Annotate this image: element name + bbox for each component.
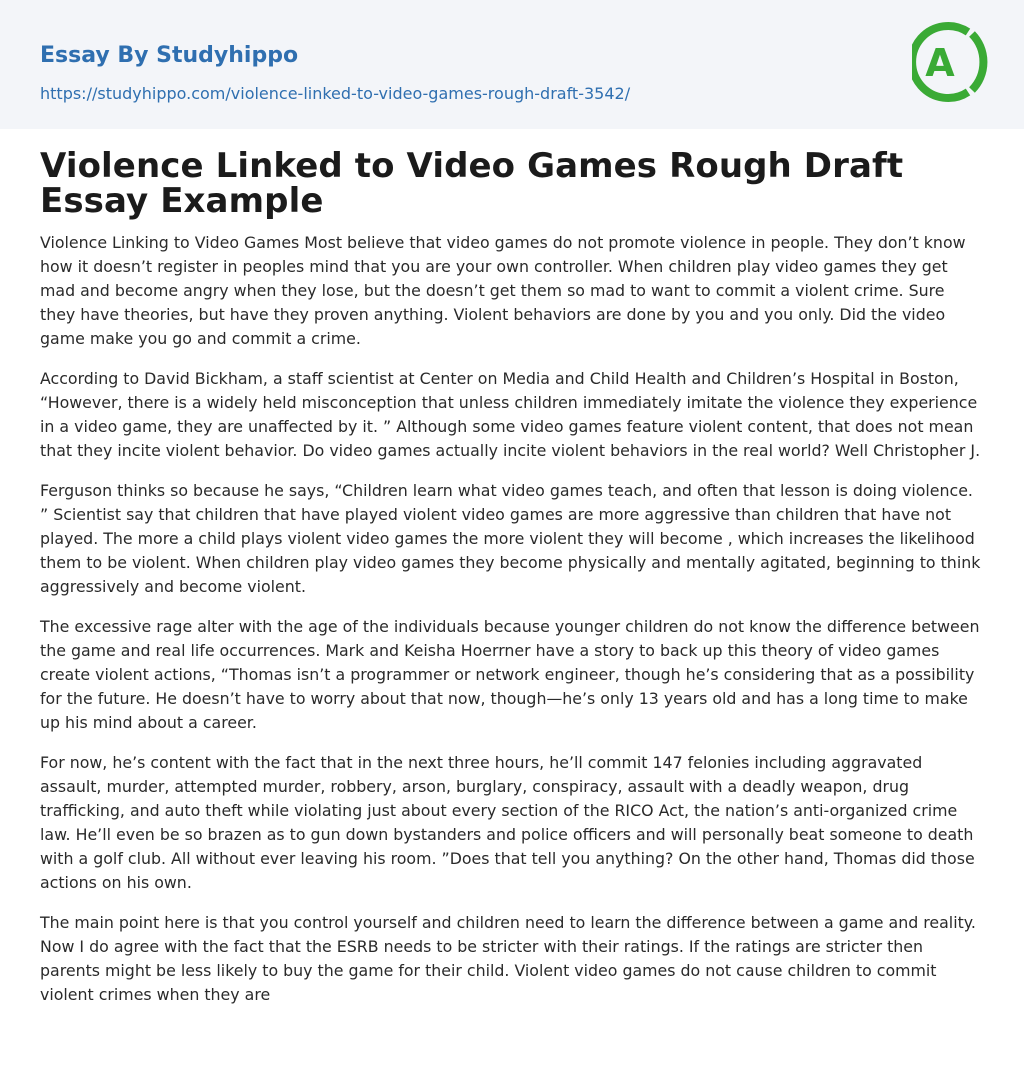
essay-title: Violence Linked to Video Games Rough Draft Essay Example bbox=[40, 146, 904, 221]
essay-paragraph: For now, he’s content with the fact that in the next three hours, he’ll commit 147 felonies including aggravated assault, murder, attempted murder, robbery, arson, burglary, conspiracy, assault with a deadly weapon, drug trafficking, and auto theft while violating just about every section of the RICO Act, the nation’s anti-organized crime law. He’ll even be so brazen as to gun down bystanders and police officers and will personally beat someone to death with a golf club. All without ever leaving his room. ”Does that tell you anything? On the other hand, Thomas did those actions on his own. bbox=[40, 753, 975, 892]
logo-letter: A bbox=[925, 41, 955, 85]
essay-paragraph: Ferguson thinks so because he says, “Children learn what video games teach, and often that lesson is doing violence. ” Scientist say that children that have played violent video games are more aggressive than children that have not played. The more a child plays violent video games the more violent they will become , which increases the likelihood them to be violent. When children play video games they become physically and mentally agitated, beginning to think aggressively and become violent. bbox=[40, 481, 981, 596]
studyhippo-logo-icon[interactable] bbox=[912, 18, 988, 106]
essay-paragraph: The main point here is that you control yourself and children need to learn the difference between a game and reality. Now I do agree with the fact that the ESRB needs to be stricter with their ratings. If the ratings are stricter then parents might be less likely to buy the game for their child. Violent video games do not cause children to commit violent crimes when they are bbox=[40, 913, 976, 1004]
essay-paragraph: Violence Linking to Video Games Most believe that video games do not promote violence in people. They don’t know how it doesn’t register in peoples mind that you are your own controller. When children play video games they get mad and become angry when they lose, but the doesn’t get them so mad to want to commit a violent crime. Sure they have theories, but have they proven anything. Violent behaviors are done by you and you only. Did the video game make you go and commit a crime. bbox=[40, 233, 966, 348]
essay-content bbox=[0, 146, 1024, 1007]
site-header bbox=[0, 0, 1024, 129]
brand-title[interactable]: Essay By Studyhippo bbox=[40, 43, 299, 68]
source-url-link[interactable]: https://studyhippo.com/violence-linked-to-video-games-rough-draft-3542/ bbox=[40, 84, 631, 103]
essay-paragraph: According to David Bickham, a staff scientist at Center on Media and Child Health and Children’s Hospital in Boston, “However, there is a widely held misconception that unless children immediately imitate the violence they experience in a video game, they are unaffected by it. ” Although some video games feature violent content, that does not mean that they incite violent behavior. Do video games actually incite violent behaviors in the real world? Well Christopher J. bbox=[40, 369, 981, 460]
essay-paragraph: The excessive rage alter with the age of the individuals because younger children do not know the difference between the game and real life occurrences. Mark and Keisha Hoerrner have a story to back up this theory of video games create violent actions, “Thomas isn’t a programmer or network engineer, though he’s considering that as a possibility for the future. He doesn’t have to worry about that now, though—he’s only 13 years old and has a long time to make up his mind about a career. bbox=[40, 617, 980, 732]
